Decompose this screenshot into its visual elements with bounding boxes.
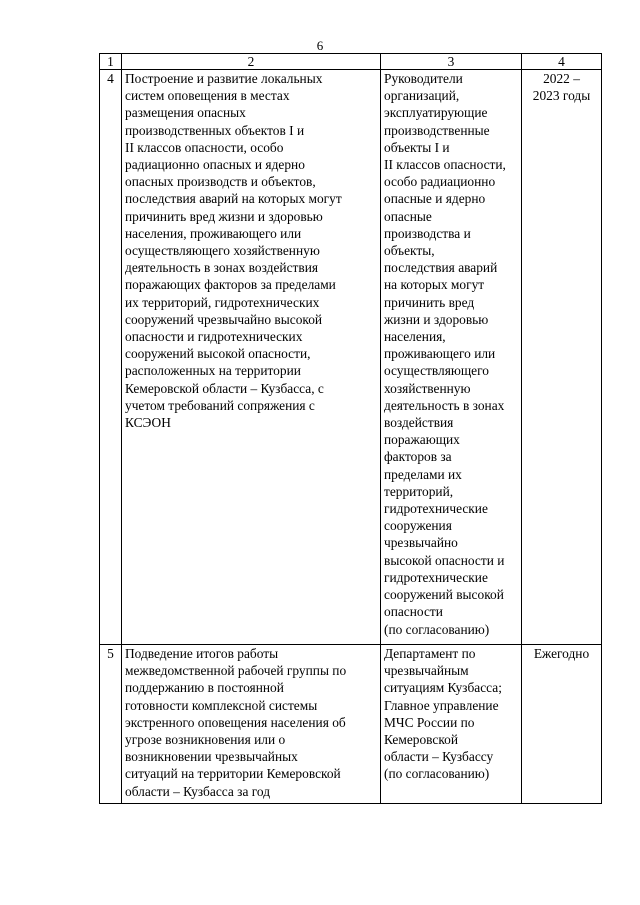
header-col-4: 4 <box>522 54 602 70</box>
header-col-3: 3 <box>381 54 522 70</box>
table-row <box>100 70 602 645</box>
measure-cell: Построение и развитие локальных систем оповещения в местах размещения опасных производственных объектов I и II классов опасности, особо радиационно опасных и ядерно опасных производств и объектов, последствия аварий на которых могут причинить вред жизни и здоровью населения, проживающего или осуществляющего хозяйственную деятельность в зонах воздействия поражающих факторов за пределами их территорий, гидротехнических сооружений чрезвычайно высокой опасности и гидротехнических сооружений высокой опасности, расположенных на территории Кемеровской области – Кузбасса, с учетом требований сопряжения с КСЭОН <box>122 70 381 645</box>
deadline-cell: Ежегодно <box>522 645 602 804</box>
row-number: 4 <box>100 70 122 645</box>
header-col-1: 1 <box>100 54 122 70</box>
header-col-2: 2 <box>122 54 381 70</box>
measures-table <box>99 53 602 804</box>
measure-cell: Подведение итогов работы межведомственной рабочей группы по поддержанию в постоянной готовности комплексной системы экстренного оповещения населения об угрозе возникновения или о возникновении чрезвычайных ситуаций на территории Кемеровской области – Кузбасса за год <box>122 645 381 804</box>
responsible-cell: Департамент по чрезвычайным ситуациям Кузбасса; Главное управление МЧС России по Кемеровской области – Кузбассу (по согласованию) <box>381 645 522 804</box>
responsible-cell: Руководители организаций, эксплуатирующие производственные объекты I и II классов опасности, особо радиационно опасные и ядерно опасные производства и объекты, последствия аварий на которых могут причинить вред жизни и здоровью населения, проживающего или осуществляющего хозяйственную деятельность в зонах воздействия поражающих факторов за пределами их территорий, гидротехнические сооружения чрезвычайно высокой опасности и гидротехнические сооружений высокой опасности (по согласованию) <box>381 70 522 645</box>
row-number: 5 <box>100 645 122 804</box>
page-number: 6 <box>316 38 324 53</box>
table-row <box>100 645 602 804</box>
deadline-cell: 2022 – 2023 годы <box>522 70 602 645</box>
table-header-row <box>100 54 602 70</box>
